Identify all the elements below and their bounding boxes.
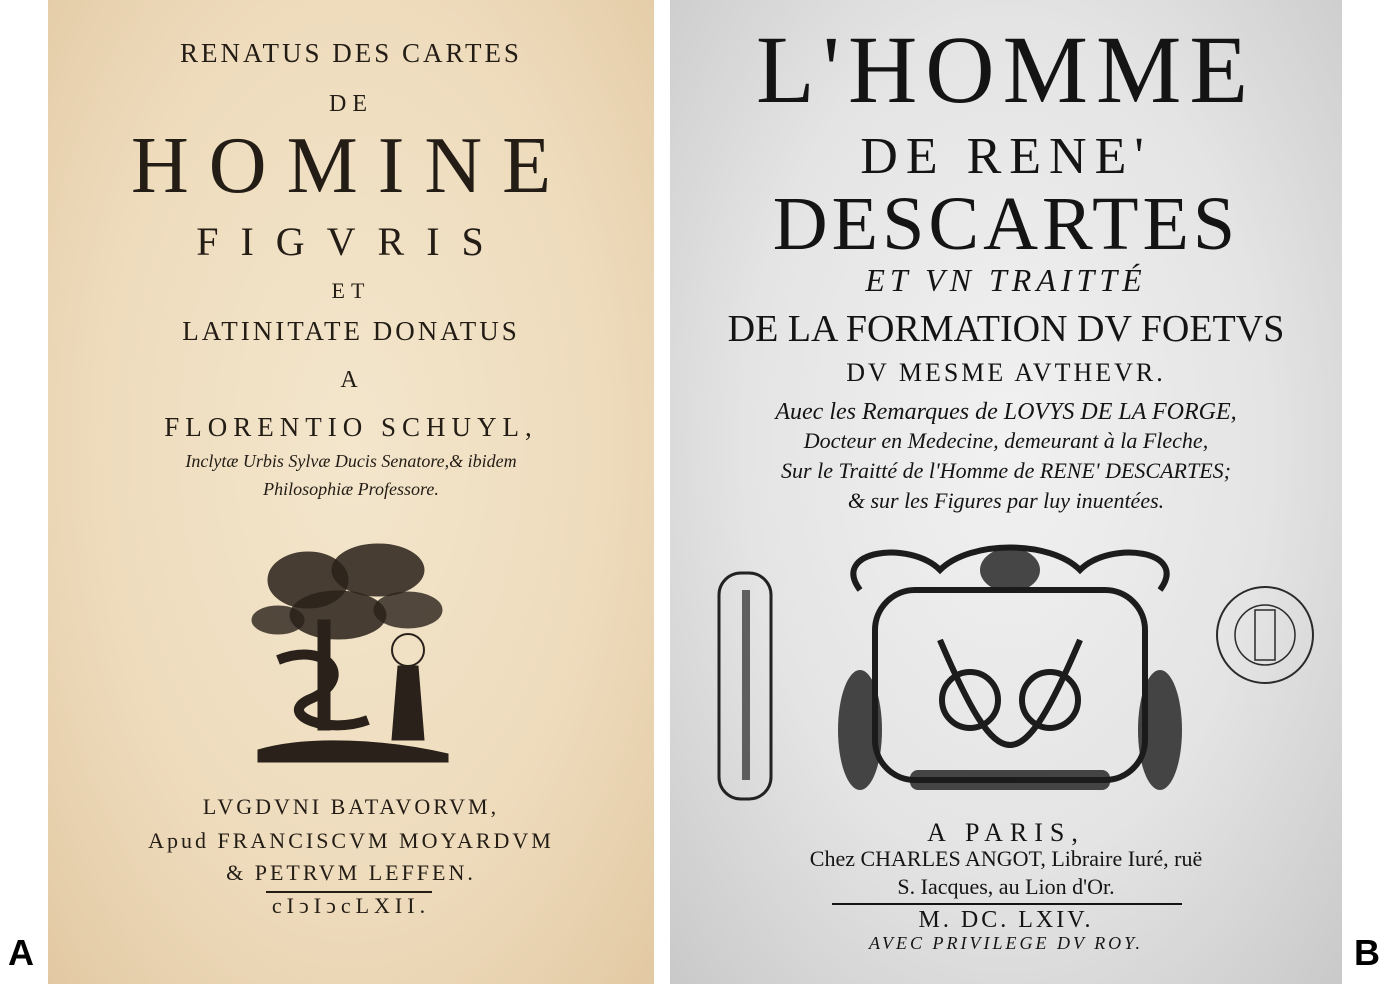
title-de: DE — [329, 91, 373, 117]
imprint-date: cIↄIↄcLXII. — [271, 893, 431, 918]
panel-label-a: A — [8, 932, 34, 973]
panel-label-b: B — [1354, 932, 1380, 973]
title-a: A — [340, 367, 362, 393]
imprint-publisher-1: Chez CHARLES ANGOT, Libraire Iuré, ruë — [809, 846, 1203, 871]
privilege-line: AVEC PRIVILEGE DV ROY. — [868, 933, 1144, 953]
title-lhomme: L'HOMME — [756, 16, 1256, 123]
imprint-place: A PARIS, — [927, 818, 1085, 847]
title-descartes: DESCARTES — [772, 182, 1240, 266]
imprint-publisher-1: Apud FRANCISCVM MOYARDVM — [148, 828, 554, 853]
title-figvris: FIGVRIS — [196, 219, 506, 264]
translator-name: FLORENTIO SCHUYL, — [164, 412, 538, 442]
translator-title-1: Inclytæ Urbis Sylvæ Ducis Senatore,& ibidem — [185, 451, 517, 471]
translator-title-2: Philosophiæ Professore. — [263, 479, 439, 499]
title-de-rene: DE RENE' — [860, 128, 1152, 185]
title-page-de-homine — [48, 0, 654, 984]
imprint-divider — [832, 903, 1182, 905]
subtitle-autheur: DV MESME AVTHEVR. — [846, 358, 1166, 387]
subtitle-traitte: ET VN TRAITTÉ — [865, 262, 1147, 298]
imprint-publisher-2: S. Iacques, au Lion d'Or. — [897, 874, 1115, 899]
imprint-date: M. DC. LXIV. — [918, 907, 1094, 933]
printers-device-tree-icon — [238, 540, 462, 766]
title-latinitate: LATINITATE DONATUS — [182, 316, 520, 346]
subtitle-formation: DE LA FORMATION DV FOETVS — [727, 308, 1285, 350]
library-stamp-icon — [1210, 580, 1320, 690]
remarks-line-3: Sur le Traitté de l'Homme de RENE' DESCARTES; — [781, 458, 1231, 483]
remarks-line-4: & sur les Figures par luy inuentées. — [847, 488, 1165, 513]
title-homine: HOMINE — [131, 122, 571, 210]
remarks-line-1: Auec les Remarques de LOVYS DE LA FORGE, — [775, 399, 1237, 425]
imprint-place: LVGDVNI BATAVORVM, — [202, 794, 500, 819]
owner-stamp-icon — [716, 570, 774, 802]
imprint-publisher-2: & PETRVM LEFFEN. — [226, 860, 476, 885]
title-et: ET — [331, 278, 371, 303]
author-line: RENATUS DES CARTES — [180, 38, 522, 68]
cartouche-ornament-icon — [820, 530, 1200, 810]
remarks-line-2: Docteur en Medecine, demeurant à la Fleche, — [803, 428, 1209, 453]
title-page-lhomme — [670, 0, 1342, 984]
